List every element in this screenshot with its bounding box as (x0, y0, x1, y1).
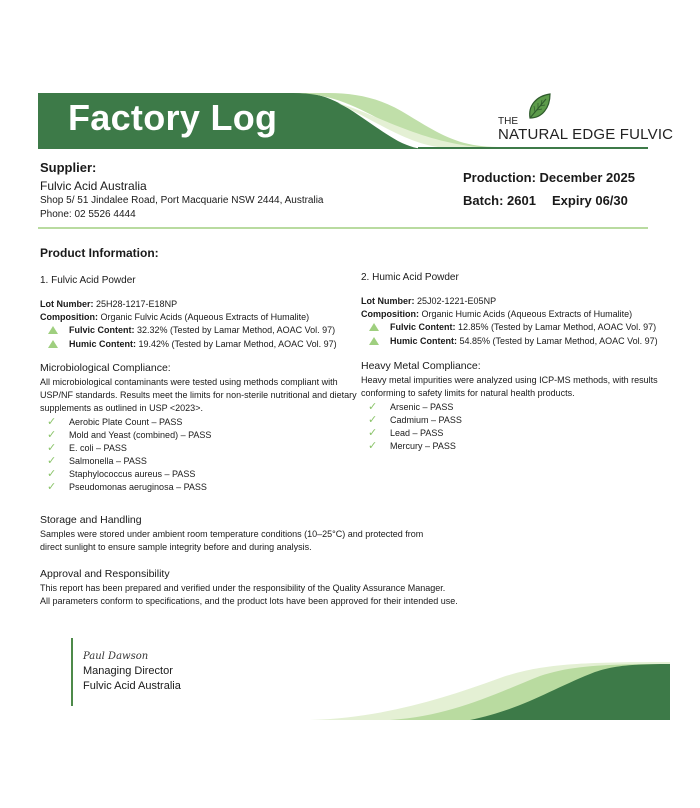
list-item: Pseudomonas aeruginosa – PASS (69, 482, 207, 492)
approval-line: All parameters conform to specifications, and the product lots have been approved for their intended use. (40, 596, 458, 606)
item-value: 54.85% (Tested by Lamar Method, AOAC Vol. 97) (459, 336, 658, 346)
list-item (69, 339, 337, 349)
footer-wave-graphic (300, 660, 670, 720)
check-icon: ✓ (47, 429, 57, 441)
list-item: Arsenic – PASS (390, 402, 454, 412)
expiry-date: Expiry 06/30 (551, 193, 628, 208)
micro-line: USP/NF standards. Results meet the limits for non-sterile nutritional and dietary (40, 390, 357, 400)
lot-value: 25J02-1221-E05NP (417, 296, 497, 306)
supplier-name: Fulvic Acid Australia (40, 179, 147, 193)
humic-lot (361, 295, 496, 308)
list-item (390, 336, 658, 346)
micro-line: All microbiological contaminants were tested using methods compliant with (40, 377, 338, 387)
list-item (69, 325, 335, 335)
batch-number: Batch: 2601 (463, 193, 536, 208)
page-title: Factory Log (68, 97, 278, 138)
composition-label: Composition: (40, 312, 98, 322)
item-label: Humic Content: (390, 336, 457, 346)
list-item: Aerobic Plate Count – PASS (69, 417, 183, 427)
list-item: Cadmium – PASS (390, 415, 462, 425)
triangle-bullet-icon (48, 326, 58, 334)
humic-composition (361, 308, 632, 321)
triangle-bullet-icon (369, 323, 379, 331)
fulvic-heading: 1. Fulvic Acid Powder (40, 275, 136, 286)
check-icon: ✓ (47, 442, 57, 454)
signatory-company: Fulvic Acid Australia (83, 680, 181, 692)
supplier-heading: Supplier: (40, 160, 97, 175)
brand-name: NATURAL EDGE FULVIC (498, 126, 674, 143)
production-date: Production: December 2025 (463, 170, 635, 185)
brand-logo (498, 92, 674, 148)
micro-line: supplements as outlined in USP <2023>. (40, 403, 203, 413)
storage-heading: Storage and Handling (40, 514, 142, 526)
item-label: Fulvic Content: (390, 322, 456, 332)
lot-label: Lot Number: (361, 296, 415, 306)
footer-wave (300, 660, 670, 720)
brand-prefix: THE (498, 116, 518, 127)
supplier-phone: Phone: 02 5526 4444 (40, 209, 136, 220)
fulvic-lot (40, 298, 177, 311)
check-icon: ✓ (47, 455, 57, 467)
list-item: E. coli – PASS (69, 443, 127, 453)
signatory-title: Managing Director (83, 665, 173, 677)
item-value: 19.42% (Tested by Lamar Method, AOAC Vol. 97) (138, 339, 337, 349)
metal-line: Heavy metal impurities were analyzed using ICP-MS methods, with results (361, 375, 658, 385)
lot-label: Lot Number: (40, 299, 94, 309)
approval-line: This report has been prepared and verified under the responsibility of the Quality Assurance Manager. (40, 583, 446, 593)
item-label: Fulvic Content: (69, 325, 135, 335)
humic-heading: 2. Humic Acid Powder (361, 272, 459, 283)
composition-value: Organic Fulvic Acids (Aqueous Extracts of Humalite) (100, 312, 310, 322)
check-icon: ✓ (368, 427, 378, 439)
lot-value: 25H28-1217-E18NP (96, 299, 178, 309)
triangle-bullet-icon (48, 340, 58, 348)
fulvic-composition (40, 311, 309, 324)
list-item: Lead – PASS (390, 428, 444, 438)
check-icon: ✓ (368, 414, 378, 426)
list-item: Salmonella – PASS (69, 456, 147, 466)
item-value: 32.32% (Tested by Lamar Method, AOAC Vol. 97) (137, 325, 336, 335)
micro-heading: Microbiological Compliance: (40, 362, 171, 374)
list-item (390, 322, 656, 332)
list-item: Mercury – PASS (390, 441, 456, 451)
signature: Paul Dawson (83, 651, 149, 662)
item-value: 12.85% (Tested by Lamar Method, AOAC Vol. 97) (458, 322, 657, 332)
composition-value: Organic Humic Acids (Aqueous Extracts of Humalite) (421, 309, 633, 319)
item-label: Humic Content: (69, 339, 136, 349)
check-icon: ✓ (47, 481, 57, 493)
check-icon: ✓ (47, 416, 57, 428)
leaf-icon (526, 92, 552, 122)
metal-line: conforming to safety limits for natural health products. (361, 388, 575, 398)
list-item: Mold and Yeast (combined) – PASS (69, 430, 212, 440)
approval-heading: Approval and Responsibility (40, 568, 170, 580)
product-info-heading: Product Information: (40, 246, 159, 260)
list-item: Staphylococcus aureus – PASS (69, 469, 196, 479)
check-icon: ✓ (368, 401, 378, 413)
check-icon: ✓ (47, 468, 57, 480)
supplier-address: Shop 5/ 51 Jindalee Road, Port Macquarie NSW 2444, Australia (40, 195, 324, 206)
metal-heading: Heavy Metal Compliance: (361, 360, 481, 372)
check-icon: ✓ (368, 440, 378, 452)
triangle-bullet-icon (369, 337, 379, 345)
divider (38, 227, 648, 229)
storage-line: direct sunlight to ensure sample integrity before and during analysis. (40, 542, 312, 552)
storage-line: Samples were stored under ambient room temperature conditions (10–25°C) and protected from (40, 529, 424, 539)
composition-label: Composition: (361, 309, 419, 319)
batch-info (463, 193, 644, 208)
signature-bar (71, 638, 73, 706)
